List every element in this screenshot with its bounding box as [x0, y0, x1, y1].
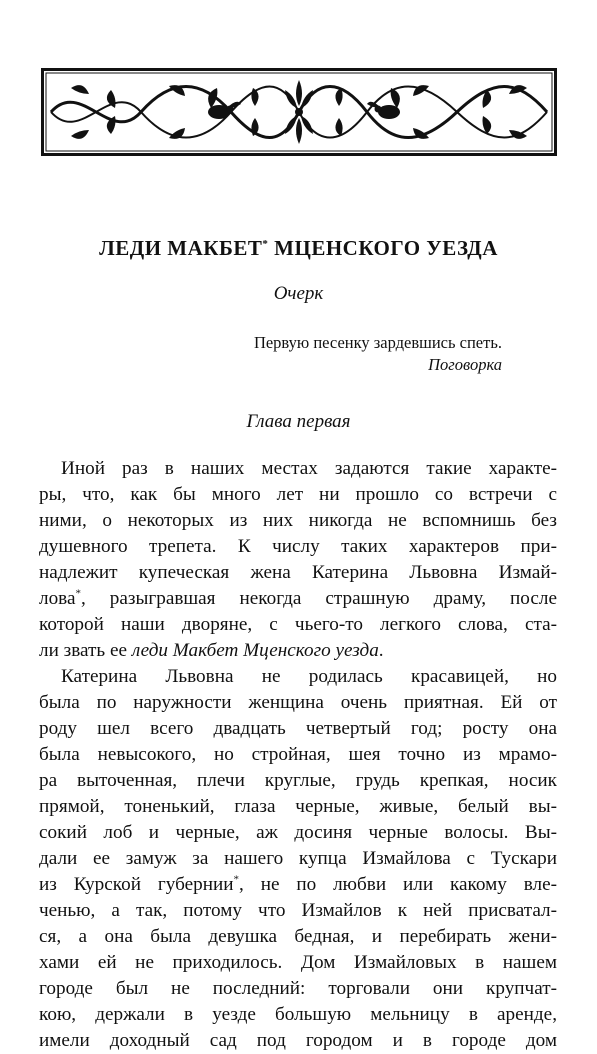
- text-line: [39, 768, 557, 794]
- text-segment: ра выточенная, плечи круглые, грудь крепкая, носик: [39, 770, 557, 791]
- chapter-title: Глава первая: [246, 411, 351, 432]
- text-line: [39, 664, 557, 690]
- story-title: [0, 236, 597, 261]
- text-line: [39, 976, 557, 1002]
- text-line: [39, 950, 557, 976]
- italic-phrase: леди Макбет Мценского уезда: [131, 640, 379, 661]
- text-line: [39, 508, 557, 534]
- text-line: [39, 638, 557, 664]
- text-segment: которой наши дворяне, с чьего-то легкого слова, ста-: [39, 614, 557, 635]
- text-line: [39, 690, 557, 716]
- text-segment: ры, что, как бы много лет ни прошло со встречи с: [39, 484, 557, 505]
- text-line: [39, 924, 557, 950]
- text-segment: сокий лоб и черные, аж досиня черные волосы. Вы-: [39, 822, 557, 843]
- text-segment: ченью, а так, потому что Измайлов к ней присватал-: [39, 900, 557, 921]
- text-segment: городе был не последний: торговали они крупчат-: [39, 978, 557, 999]
- text-line: [39, 612, 557, 638]
- text-line: [39, 742, 557, 768]
- text-segment: имели доходный сад под городом и в городе дом: [39, 1030, 557, 1051]
- text-line: [39, 872, 557, 898]
- text-segment: прямой, тоненький, глаза черные, живые, белый вы-: [39, 796, 557, 817]
- text-segment: , разыгравшая некогда страшную драму, после: [81, 588, 557, 609]
- text-segment: надлежит купеческая жена Катерина Львовна Измай-: [39, 562, 557, 583]
- epigraph-text: Первую песенку зардевшись спеть.: [253, 333, 502, 352]
- text-segment: лова: [39, 588, 76, 609]
- text-segment: кою, держали в уезде большую мельницу в аренде,: [39, 1004, 557, 1025]
- body-text: [39, 456, 557, 1054]
- epigraph: [254, 332, 502, 376]
- text-segment: была по наружности женщина очень приятная. Ей от: [39, 692, 557, 713]
- text-line: [39, 456, 557, 482]
- text-segment: , не по любви или какому вле-: [239, 874, 558, 895]
- text-segment: душевного трепета. К числу таких характеров при-: [39, 536, 557, 557]
- text-line: [39, 586, 557, 612]
- ornamental-headpiece: [41, 68, 557, 156]
- text-line: [39, 560, 557, 586]
- bird-ornament-right: [367, 88, 400, 119]
- text-line: [39, 1002, 557, 1028]
- text-segment: Иной раз в наших местах задаются такие характе-: [61, 458, 557, 479]
- footnote-mark: *: [233, 873, 240, 886]
- epigraph-source: Поговорка: [428, 355, 502, 374]
- story-title-rest: МЦЕНСКОГО УЕЗДА: [268, 236, 498, 260]
- footnote-mark: *: [262, 238, 269, 250]
- text-segment: хами ей не приходилось. Дом Измайловых в нашем: [39, 952, 557, 973]
- text-line: [39, 898, 557, 924]
- text-line: [39, 716, 557, 742]
- text-segment: дали ее замуж за нашего купца Измайлова с Тускари: [39, 848, 557, 869]
- central-palmette-ornament: [285, 80, 313, 144]
- text-line: [39, 820, 557, 846]
- text-segment: ними, о некоторых из них никогда не вспомнишь без: [39, 510, 557, 531]
- text-segment: ся, а она была девушка бедная, и перебирать жени-: [39, 926, 557, 947]
- story-subtitle: Очерк: [273, 283, 324, 304]
- text-segment: Катерина Львовна не родилась красавицей, но: [61, 666, 557, 687]
- text-segment: ли звать ее: [39, 640, 132, 661]
- story-title-main: ЛЕДИ МАКБЕТ: [99, 236, 263, 260]
- text-line: [39, 1028, 557, 1054]
- text-segment: была невысокого, но стройная, шея точно из мрамо-: [39, 744, 557, 765]
- text-line: [39, 846, 557, 872]
- footnote-mark: *: [75, 587, 81, 600]
- text-segment: .: [378, 640, 384, 661]
- text-segment: роду шел всего двадцать четвертый год; росту она: [39, 718, 557, 739]
- text-segment: из Курской губернии: [39, 874, 234, 895]
- text-line: [39, 794, 557, 820]
- text-line: [39, 534, 557, 560]
- text-line: [39, 482, 557, 508]
